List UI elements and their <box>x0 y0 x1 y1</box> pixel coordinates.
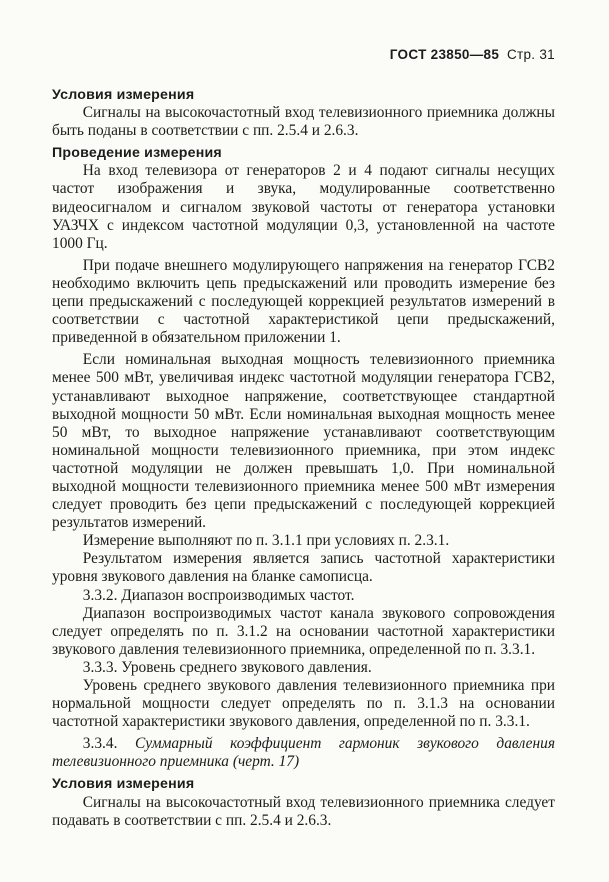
clause-number: 3.3.4. <box>82 735 118 753</box>
document-body <box>52 86 555 830</box>
paragraph: При подаче внешнего модулирующего напряжения на генератор ГСВ2 необходимо включить цепь предыскажений или проводить измерение без цепи предыскажений с последующей коррекцией результатов измерений в соответствии с частотной характеристикой цепи предыскажений, приведенной в обязательном приложении 1. <box>52 256 555 347</box>
clause-heading: 3.3.2. Диапазон воспроизводимых частот. <box>82 586 355 604</box>
page-number: Стр. 31 <box>506 47 555 62</box>
section-heading-conditions: Условия измерения <box>52 776 195 793</box>
section-heading-conditions: Условия измерения <box>52 87 195 103</box>
paragraph: Диапазон воспроизводимых частот канала звукового сопровождения следует определять по п. 3.1.2 на основании частотной характеристики звукового давления телевизионного приемника, определенной по п. 3.3.1. <box>52 604 555 658</box>
paragraph: Результатом измерения является запись частотной характеристики уровня звукового давления на бланке самописца. <box>52 550 555 586</box>
clause-heading <box>52 735 555 771</box>
clause-title: Суммарный коэффициент гармоник звукового давления телевизионного приемника (черт. 17) <box>52 735 556 771</box>
section-heading-procedure: Проведение измерения <box>52 145 222 162</box>
paragraph: Сигналы на высокочастотный вход телевизионного приемника должны быть поданы в соответствии с пп. 2.5.4 и 2.6.3. <box>52 104 555 140</box>
paragraph: Если номинальная выходная мощность телевизионного приемника менее 500 мВт, увеличивая индекс частотной модуляции генератора ГСВ2, устанавливают выходное напряжение, соответствующее стандартной выходной мощности 50 мВт. Если номинальная выходная мощность менее 50 мВт, то выходное напряжение устанавливают соответствующим номинальной мощности телевизионного приемника, при этом индекс частотной модуляции не должен превышать 1,0. При номинальной выходной мощности телевизионного приемника менее 500 мВт измерения следует проводить без цепи предыскажений с последующей коррекцией результатов измерений. <box>52 351 555 532</box>
paragraph: Уровень среднего звукового давления телевизионного приемника при нормальной мощности следует определять по п. 3.1.3 на основании частотной характеристики звукового давления, определенной по п. 3.3.1. <box>52 677 555 731</box>
page-header <box>390 47 555 64</box>
paragraph: Измерение выполняют по п. 3.1.1 при условиях п. 2.3.1. <box>82 532 450 550</box>
paragraph: Сигналы на высокочастотный вход телевизионного приемника следует подавать в соответствии с пп. 2.5.4 и 2.6.3. <box>52 793 555 829</box>
paragraph: На вход телевизора от генераторов 2 и 4 подают сигналы несущих частот изображения и звука, модулированные соответственно видеосигналом и сигналом звуковой частоты от генератора установки УАЗЧХ с индексом частотной модуляции 0,3, установленной на частоте 1000 Гц. <box>52 162 555 252</box>
standard-number: ГОСТ 23850—85 <box>389 47 500 62</box>
clause-heading: 3.3.3. Уровень среднего звукового давления. <box>82 658 372 676</box>
